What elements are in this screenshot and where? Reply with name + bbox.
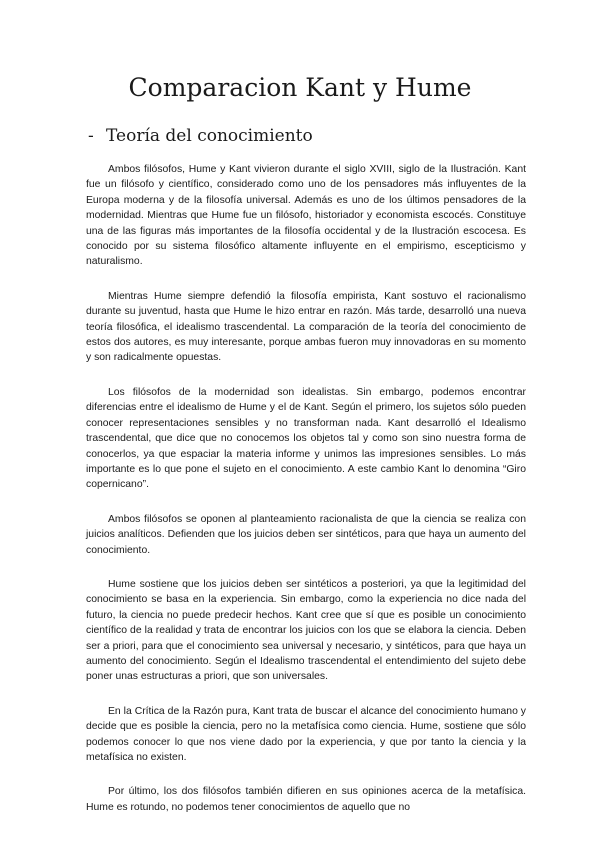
paragraph: En la Crítica de la Razón pura, Kant trata de buscar el alcance del conocimiento humano y decide que es posible la ciencia, pero no la metafísica como ciencia. Hume, sostiene que sólo podemos conocer lo que nos viene dado por la experiencia, y que por tanto la ciencia y la metafísica no existen.: [86, 705, 526, 763]
document-title: Comparacion Kant y Hume: [128, 73, 472, 102]
paragraph: Ambos filósofos se oponen al planteamiento racionalista de que la ciencia se realiza con juicios analíticos. Defienden que los juicios deben ser sintéticos, para que haya un aumento del conocimiento.: [86, 513, 526, 556]
paragraph: Ambos filósofos, Hume y Kant vivieron durante el siglo XVIII, siglo de la Ilustración. Kant fue un filósofo y científico, considerado como uno de los pensadores más influyentes de la Europa moderna y de la filosofía universal. Además es uno de los últimos pensadores de la modernidad. Mientras que Hume fue un filósofo, historiador y economista escocés. Constituye una de las figuras más importantes de la filosofía occidental y de la Ilustración escocesa. Es conocido por su sistema filosófico altamente influyente en el empirismo, escepticismo y naturalismo.: [86, 164, 526, 268]
paragraph: Hume sostiene que los juicios deben ser sintéticos a posteriori, ya que la legitimidad del conocimiento se basa en la experiencia. Sin embargo, como la experiencia no dice nada del futuro, la ciencia no puede predecir hechos. Kant cree que sí que es posible un conocimiento científico de la realidad y trata de encontrar los juicios con los que se elabora la ciencia. Deben ser a priori, para que el conocimiento sea universal y necesario, y sintéticos, para que haya un aumento del conocimiento. Según el Idealismo trascendental el entendimiento del sujeto debe poner unas estructuras a priori, que son universales.: [86, 578, 526, 683]
paragraph: Los filósofos de la modernidad son idealistas. Sin embargo, podemos encontrar diferencias entre el idealismo de Hume y el de Kant. Según el primero, los sujetos sólo pueden conocer representaciones sensibles y no transforman nada. Kant desarrolló el Idealismo trascendental, que dice que no conocemos los objetos tal y como son sino nuestra forma de conocerlos, ya que espaciar la materia informe y unimos las impresiones sensibles. Lo más importante es lo que pone el sujeto en el conocimiento. A este cambio Kant lo denomina “Giro copernicano”.: [86, 386, 526, 491]
paragraph: Por último, los dos filósofos también difieren en sus opiniones acerca de la metafísica. Hume es rotundo, no podemos tener conocimientos de aquello que no: [86, 786, 526, 813]
paragraph: Mientras Hume siempre defendió la filosofía empirista, Kant sostuvo el racionalismo durante su juventud, hasta que Hume le hizo entrar en razón. Más tarde, desarrolló una nueva teoría filosófica, el idealismo trascendental. La comparación de la teoría del conocimiento de estos dos autores, es muy interesante, porque ambas fueron muy innovadoras en su momento y son radicalmente opuestas.: [86, 290, 526, 364]
section-heading-text: Teoría del conocimiento: [106, 126, 313, 146]
body-text: [86, 162, 526, 834]
section-heading: [88, 124, 313, 148]
list-bullet: -: [88, 126, 94, 146]
